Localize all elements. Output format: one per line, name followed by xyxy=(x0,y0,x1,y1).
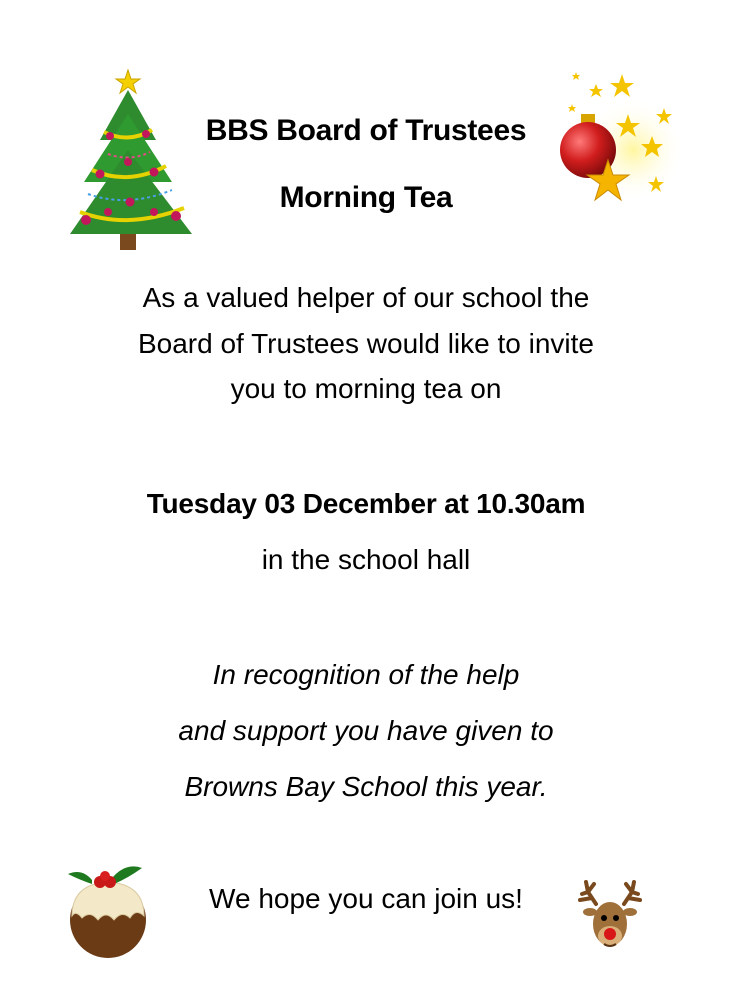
reindeer-icon xyxy=(574,874,646,954)
invitation-line3: you to morning tea on xyxy=(230,373,502,404)
event-location: in the school hall xyxy=(261,544,471,575)
recognition-line1: In recognition of the help xyxy=(212,659,520,690)
event-datetime: Tuesday 03 December at 10.30am xyxy=(146,488,586,519)
christmas-tree-icon xyxy=(68,62,208,254)
flyer-title-line2: Morning Tea xyxy=(279,181,453,214)
closing-message: We hope you can join us! xyxy=(209,883,523,914)
invitation-line2: Board of Trustees would like to invite xyxy=(137,328,594,359)
invitation-line1: As a valued helper of our school the xyxy=(142,282,590,313)
flyer-title-line1: BBS Board of Trustees xyxy=(205,114,527,147)
recognition-line2: and support you have given to xyxy=(178,715,554,746)
recognition-line3: Browns Bay School this year. xyxy=(184,771,548,802)
